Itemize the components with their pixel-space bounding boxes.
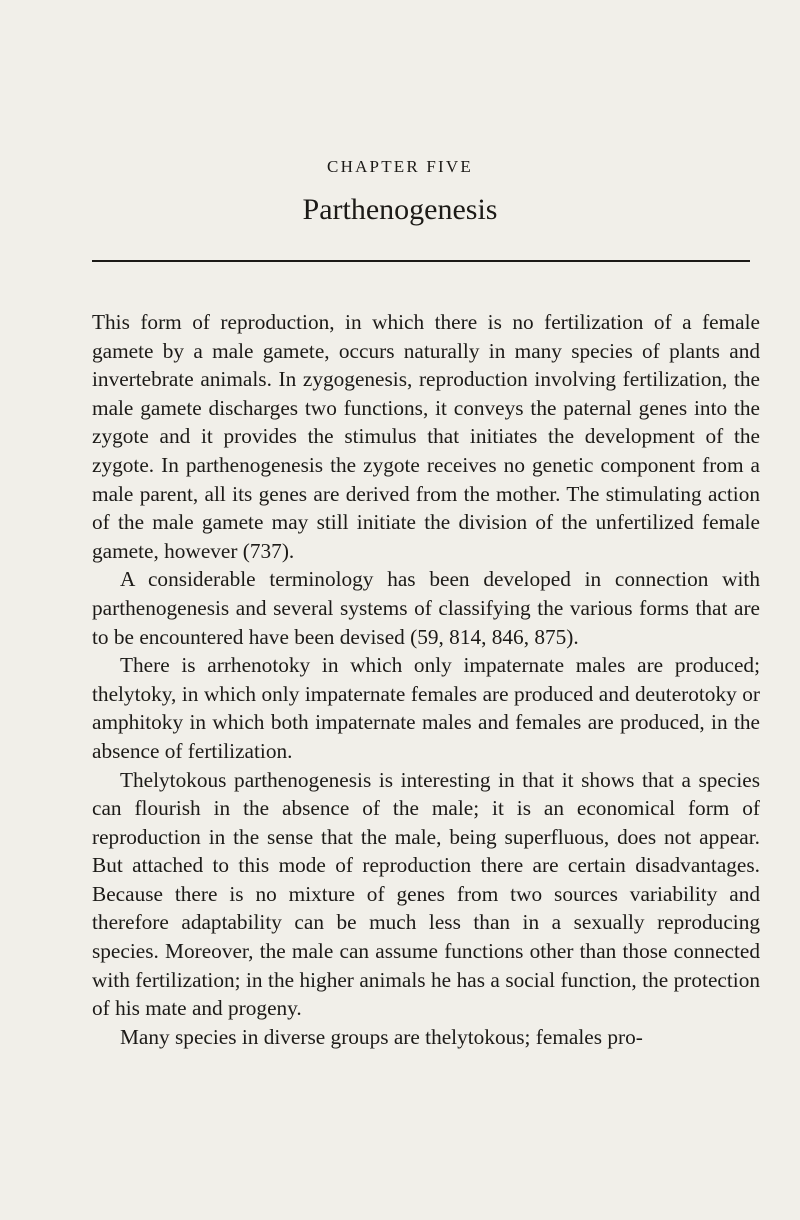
paragraph: A considerable terminology has been developed in connection with parthenogenesis and several systems of classifying the various forms that are to be encountered have been devised (59, 814, 846, 875). [92, 567, 760, 649]
chapter-label: CHAPTER FIVE [327, 157, 473, 176]
paragraph: Thelytokous parthenogenesis is interesting in that it shows that a species can flourish in the absence of the male; it is an economical form of reproduction in the sense that the male, being superfluous, does not appear. But attached to this mode of reproduction there are certain disadvantages. Because there is no mixture of genes from two sources variability and therefore adaptability can be much less than in a sexually reproducing species. Moreover, the male can assume functions other than those connected with fertilization; in the higher animals he has a social function, the protection of his mate and progeny. [92, 767, 760, 1021]
paragraph: Many species in diverse groups are thelytokous; females pro- [120, 1024, 643, 1049]
title-divider [92, 260, 750, 262]
paragraph: This form of reproduction, in which there is no fertilization of a female gamete by a male gamete, occurs naturally in many species of plants and invertebrate animals. In zygogenesis, reproduction involving fertilization, the male gamete discharges two functions, it conveys the paternal genes into the zygote and it provides the stimulus that initiates the development of the zygote. In parthenogenesis the zygote receives no genetic component from a male parent, all its genes are derived from the mother. The stimulating action of the male gamete may still initiate the division of the unfertilized female gamete, however (737). [92, 310, 760, 563]
body-text [92, 308, 760, 1051]
paragraph: There is arrhenotoky in which only impaternate males are produced; thelytoky, in which only impaternate females are produced and deuterotoky or amphitoky in which both impaternate males and females are produced, in the absence of fertilization. [92, 653, 760, 763]
chapter-title: Parthenogenesis [302, 193, 498, 226]
